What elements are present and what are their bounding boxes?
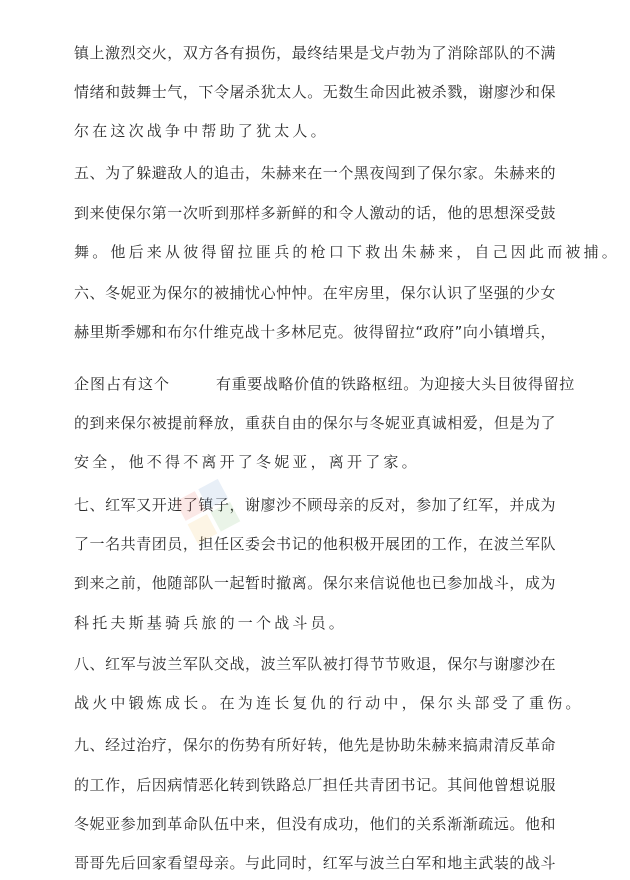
- text-line: 战火中锻炼成长。在为连长复仇的行动中，保尔头部受了重伤。: [74, 694, 584, 712]
- text-fragment: 企图占有这个: [74, 375, 171, 393]
- text-line: 哥哥先后回家看望母亲。与此同时，红军与波兰白军和地主武装的战斗: [74, 854, 556, 872]
- text-line: 五、为了躲避敌人的追击，朱赫来在一个黑夜闯到了保尔家。朱赫来的: [74, 164, 556, 182]
- text-line: 科托夫斯基骑兵旅的一个战斗员。: [74, 614, 348, 632]
- text-fragment: 有重要战略价值的铁路枢纽。为迎接大头目彼得留拉: [216, 375, 575, 393]
- text-line: 情绪和鼓舞士气，下令屠杀犹太人。无数生命因此被杀戮，谢廖沙和保: [74, 83, 556, 101]
- text-line: 了一名共青团员，担任区委会书记的他积极开展团的工作，在波兰军队: [74, 535, 556, 553]
- text-line: 六、冬妮亚为保尔的被捕忧心忡忡。在牢房里，保尔认识了坚强的少女: [74, 284, 556, 302]
- text-line-split: [74, 369, 575, 399]
- text-line: 赫里斯季娜和布尔什维克战十多林尼克。彼得留拉“政府”向小镇增兵，: [74, 323, 556, 341]
- text-line: 尔在这次战争中帮助了犹太人。: [74, 122, 329, 140]
- text-line: 安全，他不得不离开了冬妮亚，离开了家。: [74, 453, 420, 471]
- text-line: 镇上激烈交火，双方各有损伤，最终结果是戈卢勃为了消除部队的不满: [74, 44, 556, 62]
- text-line: 冬妮亚参加到革命队伍中来，但没有成功，他们的关系渐渐疏远。他和: [74, 815, 556, 833]
- text-line: 八、红军与波兰军队交战，波兰军队被打得节节败退，保尔与谢廖沙在: [74, 655, 556, 673]
- text-line: 到来使保尔第一次听到那样多新鲜的和令人激动的话，他的思想深受鼓: [74, 204, 556, 222]
- text-line: 九、经过治疗，保尔的伤势有所好转，他先是协助朱赫来搞肃清反革命: [74, 736, 556, 754]
- text-line: 的到来保尔被提前释放，重获自由的保尔与冬妮亚真诚相爱，但是为了: [74, 414, 556, 432]
- text-line: 到来之前，他随部队一起暂时撤离。保尔来信说他也已参加战斗，成为: [74, 574, 556, 592]
- text-line: 的工作，后因病情恶化转到铁路总厂担任共青团书记。其间他曾想说服: [74, 776, 556, 794]
- text-line: 舞。他后来从彼得留拉匪兵的枪口下救出朱赫来，自己因此而被捕。: [74, 243, 621, 261]
- text-line: 七、红军又开进了镇子，谢廖沙不顾母亲的反对，参加了红军，并成为: [74, 496, 556, 514]
